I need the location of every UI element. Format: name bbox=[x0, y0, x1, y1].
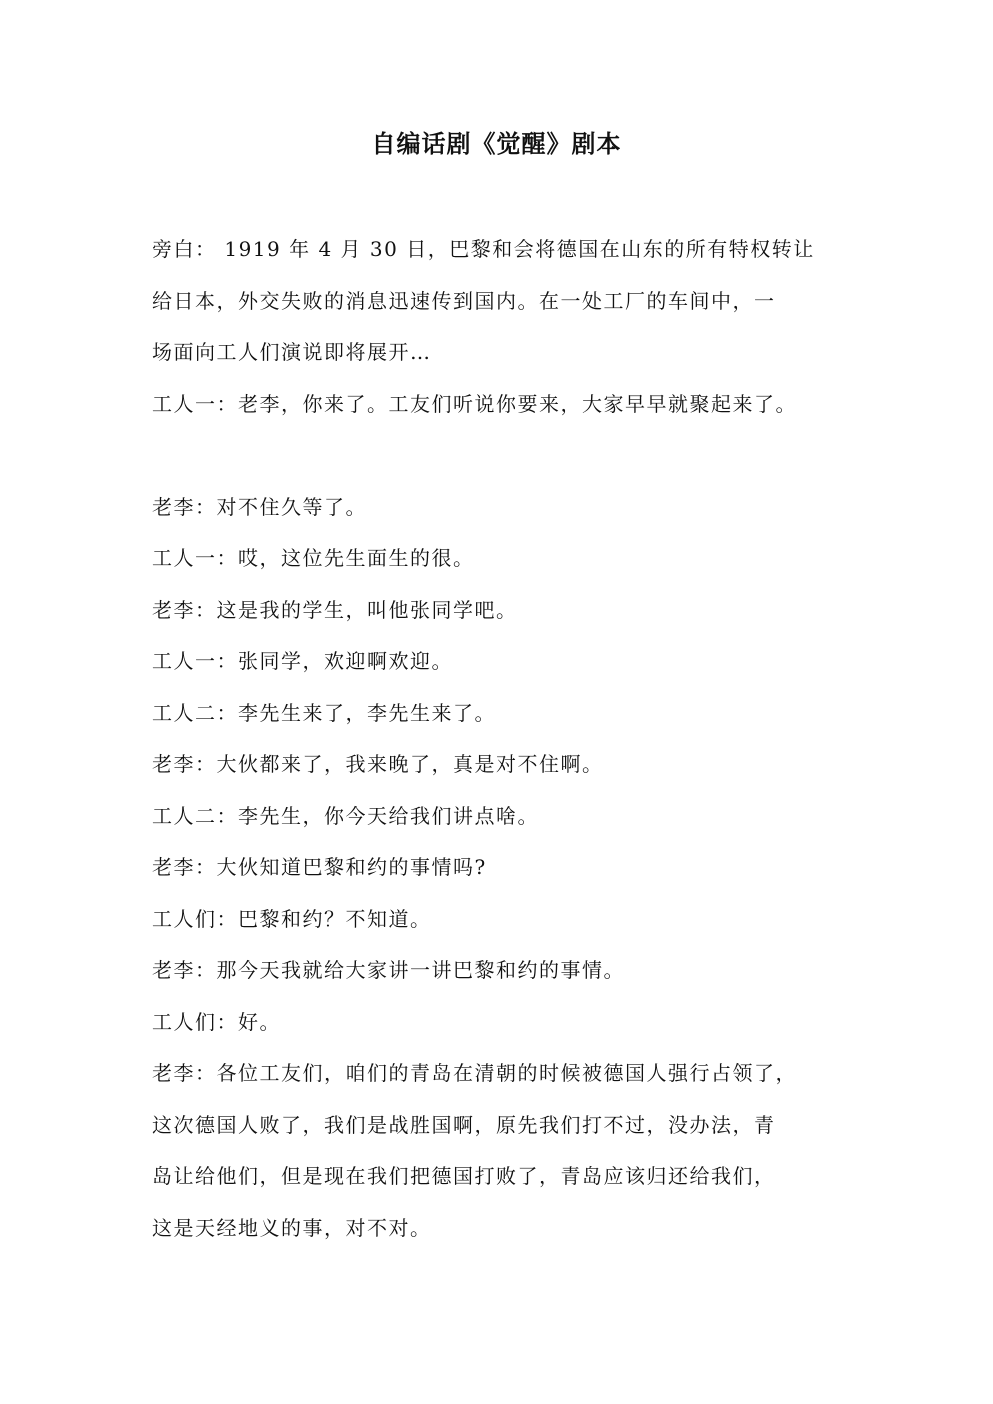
dialogue-line: 工人二：李先生来了，李先生来了。 bbox=[152, 700, 496, 725]
speech-line: 这是天经地义的事，对不对。 bbox=[152, 1215, 432, 1240]
dialogue-line: 老李：大伙都来了，我来晚了，真是对不住啊。 bbox=[152, 752, 604, 776]
dialogue-line: 老李：对不住久等了。 bbox=[152, 494, 367, 519]
blank-line bbox=[152, 430, 842, 482]
dialogue-line: 老李：那今天我就给大家讲一讲巴黎和约的事情。 bbox=[152, 958, 625, 982]
speech-line: 岛让给他们，但是现在我们把德国打败了，青岛应该归还给我们， bbox=[152, 1164, 776, 1188]
narration-paragraph bbox=[152, 224, 842, 1254]
dialogue-line: 工人一：张同学，欢迎啊欢迎。 bbox=[152, 649, 453, 673]
dialogue-line: 工人们：巴黎和约？不知道。 bbox=[152, 906, 432, 931]
narration-line: 场面向工人们演说即将展开… bbox=[152, 340, 432, 364]
dialogue-line: 工人二：李先生，你今天给我们讲点啥。 bbox=[152, 803, 539, 828]
dialogue-line: 工人一：哎，这位先生面生的很。 bbox=[152, 546, 475, 570]
document-title: 自编话剧《觉醒》剧本 bbox=[371, 129, 622, 158]
narration-line: 旁白： 1919 年 4 月 30 日，巴黎和会将德国在山东的所有特权转让 bbox=[152, 237, 815, 261]
speech-line: 老李：各位工友们，咱们的青岛在清朝的时候被德国人强行占领了， bbox=[152, 1061, 797, 1085]
dialogue-line: 工人一：老李，你来了。工友们听说你要来，大家早早就聚起来了。 bbox=[152, 391, 797, 416]
dialogue-line: 老李：这是我的学生，叫他张同学吧。 bbox=[152, 597, 518, 622]
speech-line: 这次德国人败了，我们是战胜国啊，原先我们打不过，没办法，青 bbox=[152, 1112, 776, 1137]
dialogue-line: 老李：大伙知道巴黎和约的事情吗? bbox=[152, 855, 487, 879]
dialogue-line: 工人们：好。 bbox=[152, 1009, 281, 1034]
narration-line: 给日本，外交失败的消息迅速传到国内。在一处工厂的车间中，一 bbox=[152, 288, 776, 313]
